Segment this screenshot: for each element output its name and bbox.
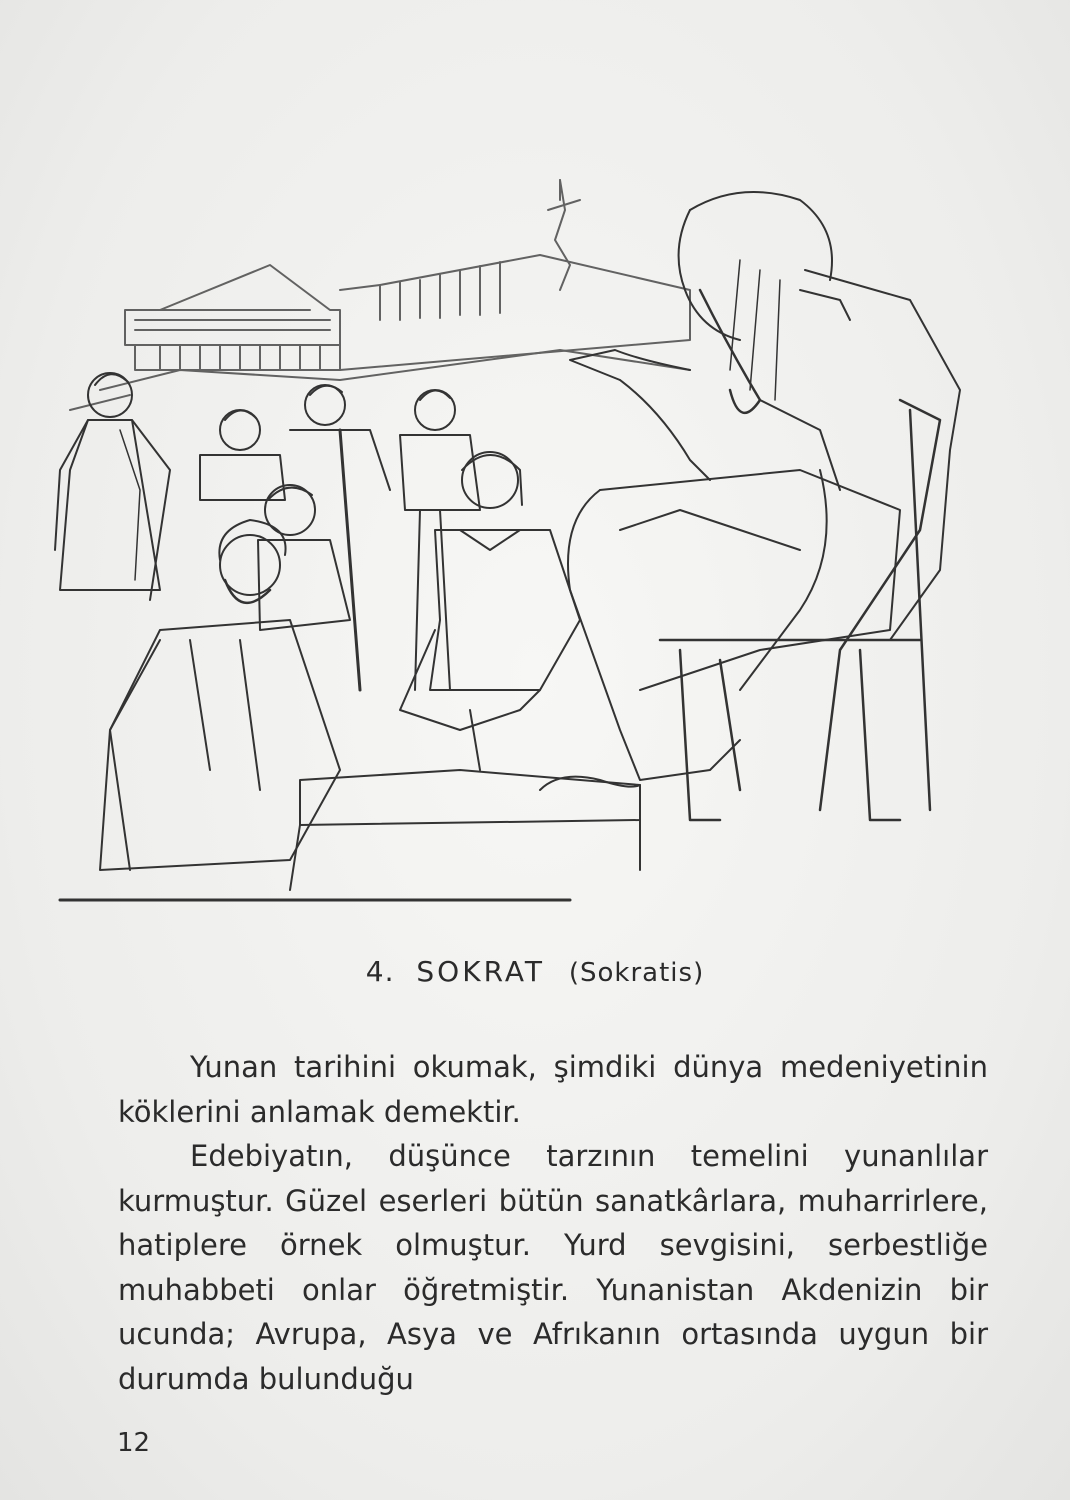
chapter-caption [0,955,1070,988]
seated-young-man [258,485,350,630]
standing-listeners [55,373,480,690]
seated-youth [400,452,580,770]
paragraph-2: Edebiyatın, düşünce tarzının temelini yunanlılar kurmuştur. Güzel eserleri bütün sanatkârlara, muharrirlere, hatiplere örnek olmuştur. Yurd sevgisini, serbestliğe muhabbeti onlar öğretmiştir. Yunanistan Akdenizin bir ucunda; Avrupa, Asya ve Afrıkanın ortasında uygun bir durumda bulunduğu [118,1139,988,1396]
socrates-teaching-illustration [40,170,1000,910]
body-text [118,1045,988,1401]
chapter-subtitle: (Sokratis) [568,958,705,988]
socrates-figure [540,192,960,790]
chapter-number: 4. [365,955,395,988]
temple-background [70,180,690,410]
page-number: 12 [117,1428,151,1458]
chapter-title: SOKRAT [416,955,545,988]
paragraph-1: Yunan tarihini okumak, şimdiki dünya medeniyetinin köklerini anlamak demektir. [118,1050,988,1129]
